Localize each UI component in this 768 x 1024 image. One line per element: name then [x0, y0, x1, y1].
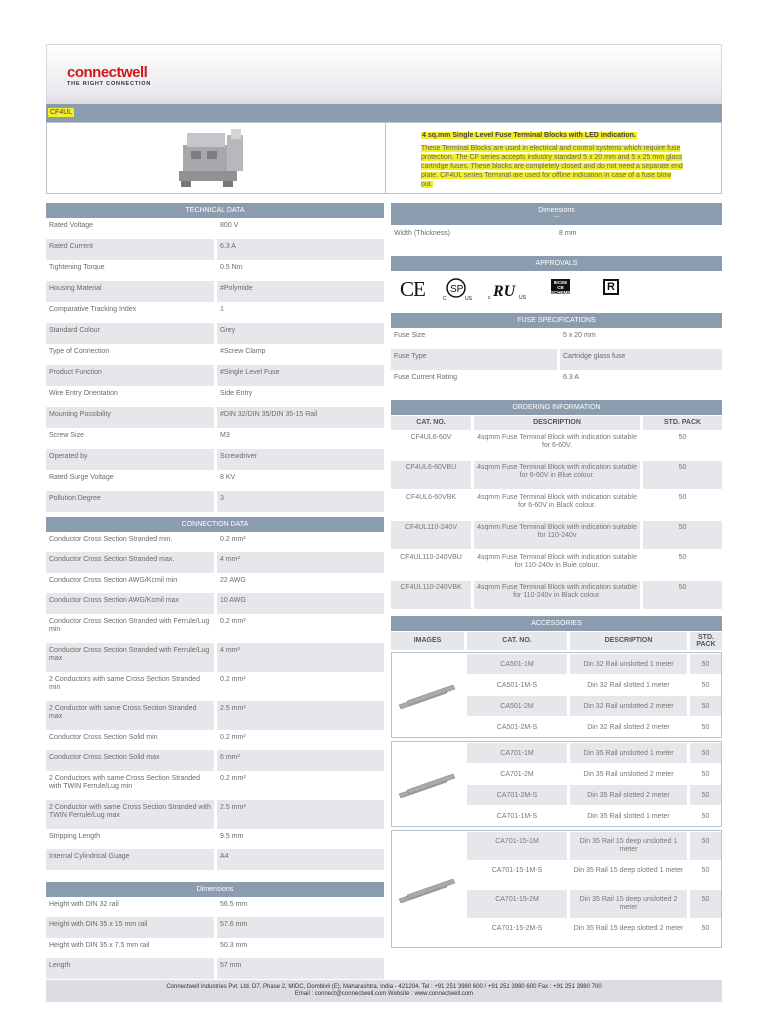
header: [46, 44, 722, 104]
ul-mark-icon: [488, 278, 528, 302]
spec-value: 1: [220, 306, 224, 313]
spec-label: Type of Connection: [49, 348, 110, 355]
spec-value: 0.2 mm²: [220, 775, 246, 782]
spec-label: Conductor Cross Section Solid min: [49, 734, 158, 741]
spec-value: 0.2 mm²: [220, 734, 246, 741]
spec-row: [46, 260, 384, 281]
ordering-description: 4sqmm Fuse Terminal Block with indication suitable for 6-60V.: [477, 434, 637, 449]
accessories-col-desc: DESCRIPTION: [570, 632, 687, 650]
din-rail-image: [395, 656, 461, 734]
fuse-row: [391, 349, 722, 370]
spec-value: 800 V: [220, 222, 239, 229]
spec-label: Conductor Cross Section Stranded min.: [49, 536, 173, 543]
spec-label: Operated by: [46, 449, 214, 470]
accessory-std-pack: 50: [690, 832, 721, 860]
spec-value: 22 AWG: [220, 577, 246, 584]
width-value: 8 mm: [559, 230, 577, 237]
product-code: CF4UL: [50, 109, 73, 116]
spec-row: [46, 365, 384, 386]
svg-text:RU: RU: [493, 283, 516, 300]
ordering-description: 4sqmm Fuse Terminal Block with indication suitable for 110-240v: [474, 521, 640, 549]
spec-label: Conductor Cross Section Solid max: [46, 750, 214, 771]
accessory-cat-no: CA701-15-1M-S: [491, 867, 543, 874]
spec-row: [46, 643, 384, 672]
ordering-description: 4sqmm Fuse Terminal Block with indication suitable for 110-240v in Buie colour.: [477, 554, 637, 569]
accessory-cat-no: CA701-1M-S: [496, 813, 538, 820]
accessory-std-pack: 50: [690, 696, 721, 716]
fuse-row: [391, 328, 722, 349]
spec-label: Tightening Torque: [49, 264, 105, 271]
ordering-std-pack: 50: [678, 554, 687, 561]
ordering-std-pack: 50: [643, 581, 722, 609]
accessory-std-pack: 50: [701, 724, 710, 731]
accessories-col-pack: STD. PACK: [690, 632, 722, 650]
ordering-cat-no: CF4UL6-60VBK: [405, 494, 457, 501]
spec-row: [46, 386, 384, 407]
svg-text:US: US: [519, 295, 526, 301]
accessory-std-pack: 50: [690, 654, 721, 674]
ordering-col-pack: STD. PACK: [643, 416, 722, 430]
lloyds-register-mark-icon: R: [603, 279, 619, 295]
svg-text:SP: SP: [450, 284, 464, 295]
accessory-cat-no: CA501-2M-S: [496, 724, 538, 731]
product-overview: [46, 122, 722, 194]
ordering-std-pack: 50: [643, 521, 722, 549]
width-row: [391, 226, 722, 247]
accessory-std-pack: 50: [701, 925, 710, 932]
accessory-description: Din 32 Rail unslotted 1 meter: [570, 654, 687, 674]
connection-data-heading: CONNECTION DATA: [46, 517, 384, 532]
accessories-heading: ACCESSORIES: [391, 616, 722, 631]
spec-row: [46, 897, 384, 917]
spec-row: [46, 771, 384, 800]
spec-row: [46, 593, 384, 614]
fuse-label: Fuse Size: [394, 332, 426, 339]
accessory-std-pack: 50: [690, 890, 721, 918]
spec-row: [46, 323, 384, 344]
spec-label: Height with DIN 35 x 15 mm rail: [46, 917, 214, 938]
spec-label: 2 Conductor with same Cross Section Stranded with TWIN Ferrule/Lug max: [46, 800, 214, 829]
spec-row: [46, 750, 384, 771]
fuse-value: 5 x 20 mm: [563, 332, 596, 339]
iecee-cb-mark-icon: IECEE CB SCHEME: [551, 280, 571, 295]
spec-value: 9.5 mm: [220, 833, 244, 840]
spec-row: [46, 938, 384, 958]
accessory-description: Din 32 Rail unslotted 2 meter: [570, 696, 687, 716]
svg-text:c: c: [488, 295, 491, 301]
width-label: Width (Thickness): [394, 230, 451, 237]
fuse-specifications-heading: FUSE SPECIFICATIONS: [391, 313, 722, 328]
spec-value: M3: [220, 432, 230, 439]
ordering-cat-no: CF4UL6-60V: [410, 434, 452, 441]
accessory-cat-no: CA701-15-2M-S: [491, 925, 543, 932]
spec-label: Mounting Possibility: [46, 407, 214, 428]
accessory-cat-no: CA501-1M: [467, 654, 567, 674]
spec-label: Conductor Cross Section Stranded with Ferrule/Lug min: [49, 618, 210, 633]
spec-label: Conductor Cross Section AWG/Kcmil min: [49, 577, 178, 584]
spec-value: 57.6 mm: [217, 917, 384, 938]
spec-row: [46, 428, 384, 449]
spec-row: [46, 573, 384, 593]
spec-label: Screw Size: [49, 432, 85, 439]
spec-value: 57 mm: [217, 958, 384, 979]
spec-value: 10 AWG: [217, 593, 384, 614]
footer-contact: Email : connect@connectwell.com Website : www.connectwell.com: [294, 991, 474, 997]
spec-value: 2.5 mm²: [217, 701, 384, 730]
spec-row: [46, 958, 384, 979]
datasheet-page: [46, 44, 722, 1002]
accessory-cat-no: CA701-1M: [467, 743, 567, 763]
accessory-description: Din 35 Rail 15 deep unslotted 2 meter: [570, 890, 687, 918]
ordering-cat-no: CF4UL6-60VBU: [391, 461, 471, 489]
fuse-value: 6.3 A: [563, 374, 579, 381]
spec-row: [46, 470, 384, 491]
spec-row: [46, 218, 384, 239]
spec-value: #Polymide: [217, 281, 384, 302]
ordering-std-pack: 50: [643, 461, 722, 489]
ordering-std-pack: 50: [678, 494, 687, 501]
spec-row: [46, 849, 384, 870]
product-description: These Terminal Blocks are used in electrical and control systems which require fuse protection. The CF series accepts industry standard 5 x 20 mm and 5 x 25 mm glass cartridge fuses. These blocks are completely closed and do not need a separate end plate. CF4UL series Terminal are used for offline indication in case of a fuse blow out.: [421, 145, 683, 188]
spec-label: Conductor Cross Section Stranded with Ferrule/Lug max: [46, 643, 214, 672]
fuse-row: [391, 370, 722, 391]
spec-row: [46, 730, 384, 750]
fuse-label: Fuse Current Rating: [394, 374, 458, 381]
ordering-col-cat: CAT. NO.: [391, 416, 471, 430]
spec-label: Housing Material: [46, 281, 214, 302]
spec-label: Rated Voltage: [49, 222, 93, 229]
spec-row: [46, 552, 384, 573]
approval-logos: [398, 276, 638, 302]
footer: [46, 980, 722, 1002]
ordering-cat-no: CF4UL110-240VBK: [391, 581, 471, 609]
spec-row: [46, 672, 384, 701]
spec-value: 0.2 mm²: [220, 676, 246, 683]
ordering-information-heading: ORDERING INFORMATION: [391, 400, 722, 415]
spec-label: Product Function: [46, 365, 214, 386]
svg-text:US: US: [465, 296, 472, 301]
spec-label: Rated Surge Voltage: [49, 474, 114, 481]
spec-row: [46, 239, 384, 260]
spec-label: Internal Cylindrical Guage: [46, 849, 214, 870]
fuse-label: Fuse Type: [391, 349, 557, 370]
spec-value: 3: [217, 491, 384, 512]
spec-row: [46, 917, 384, 938]
accessory-description: Din 35 Rail unslotted 1 meter: [570, 743, 687, 763]
accessory-description: Din 35 Rail 15 deep unslotted 1 meter: [570, 832, 687, 860]
dimensions-heading-left: Dimensions: [46, 882, 384, 897]
spec-value: 6 mm²: [217, 750, 384, 771]
terminal-block-image: [177, 127, 257, 189]
accessory-cat-no: CA701-2M: [500, 771, 534, 778]
spec-row: [46, 491, 384, 512]
accessories-col-cat: CAT. NO.: [467, 632, 567, 650]
accessory-description: Din 35 Rail slotted 1 meter: [587, 813, 670, 820]
ordering-description: 4sqmm Fuse Terminal Block with indication suitable for 110-240v in Black colour.: [474, 581, 640, 609]
accessory-description: Din 35 Rail unslotted 2 meter: [583, 771, 674, 778]
product-description-box: [386, 122, 722, 194]
spec-label: Comparative Tracking Index: [49, 306, 137, 313]
spec-value: 0.2 mm²: [220, 536, 246, 543]
accessory-group: [391, 652, 722, 738]
spec-label: 2 Conductor with same Cross Section Stranded max: [46, 701, 214, 730]
spec-value: 6.3 A: [217, 239, 384, 260]
ce-mark-icon: CE: [400, 277, 425, 301]
fuse-value: Cartridge glass fuse: [560, 349, 722, 370]
spec-row: [46, 701, 384, 730]
accessory-std-pack: 50: [701, 867, 710, 874]
spec-label: Stripping Length: [49, 833, 100, 840]
accessory-description: Din 35 Rail 15 deep slotted 2 meter: [573, 925, 684, 932]
brand-logo: [67, 65, 151, 87]
spec-label: Wire Entry Orientation: [49, 390, 118, 397]
spec-value: Side Entry: [220, 390, 253, 397]
brand-tagline: THE RIGHT CONNECTION: [67, 81, 152, 87]
spec-value: 56.5 mm: [220, 901, 248, 908]
ordering-std-pack: 50: [678, 434, 687, 441]
spec-label: Standard Colour: [46, 323, 214, 344]
spec-row: [46, 302, 384, 323]
svg-text:C: C: [443, 296, 447, 301]
ordering-col-desc: DESCRIPTION: [474, 416, 640, 430]
dimensions-heading-right: [391, 203, 722, 225]
spec-value: 0.5 Nm: [220, 264, 243, 271]
accessory-cat-no: CA701-15-2M: [467, 890, 567, 918]
accessory-std-pack: 50: [701, 771, 710, 778]
accessory-group: [391, 830, 722, 948]
accessory-description: Din 35 Rail 15 deep slotted 1 meter: [573, 867, 684, 874]
spec-value: 4 mm²: [217, 643, 384, 672]
brand-name: connectwell: [67, 64, 148, 81]
accessory-description: Din 32 Rail slotted 1 meter: [587, 682, 670, 689]
din-rail-image: [395, 745, 461, 823]
din-rail-image: [395, 834, 461, 944]
spec-label: Height with DIN 32 rail: [49, 901, 119, 908]
accessory-description: Din 35 Rail slotted 2 meter: [570, 785, 687, 805]
spec-row: [46, 281, 384, 302]
ordering-description: 4sqmm Fuse Terminal Block with indication suitable for 6-60V in Blue colour.: [474, 461, 640, 489]
spec-row: [46, 449, 384, 470]
accessories-col-images: IMAGES: [391, 632, 464, 650]
spec-value: #DIN 32/DIN 35/DIN 35-15 Rail: [217, 407, 384, 428]
spec-value: 4 mm²: [217, 552, 384, 573]
product-title: 4 sq.mm Single Level Fuse Terminal Blocks with LED indication.: [422, 132, 636, 139]
spec-label: Height with DIN 35 x 7.5 mm rail: [49, 942, 150, 949]
spec-value: Grey: [217, 323, 384, 344]
spec-value: A4: [217, 849, 384, 870]
ordering-cat-no: CF4UL110-240VBU: [400, 554, 462, 561]
accessory-std-pack: 50: [690, 785, 721, 805]
ordering-cat-no: CF4UL110-240V: [391, 521, 471, 549]
spec-label: 2 Conductors with same Cross Section Stranded min: [49, 676, 200, 691]
accessory-std-pack: 50: [690, 743, 721, 763]
dimensions-title: Dimensions: [538, 207, 575, 214]
spec-value: 50.3 mm: [220, 942, 248, 949]
spec-label: 2 Conductors with same Cross Section Stranded with TWIN Ferrule/Lug min: [49, 775, 200, 790]
accessory-cat-no: CA501-1M-S: [496, 682, 538, 689]
product-code-bar: [46, 104, 722, 122]
spec-label: Pollution Degree: [46, 491, 214, 512]
accessory-std-pack: 50: [701, 682, 710, 689]
ordering-description: 4sqmm Fuse Terminal Block with indication suitable for 6-60V in Black colour.: [477, 494, 637, 509]
spec-value: 8 KV: [220, 474, 236, 481]
accessory-cat-no: CA701-15-1M: [467, 832, 567, 860]
spec-row: [46, 829, 384, 849]
spec-value: 0.2 mm²: [220, 618, 246, 625]
spec-label: Length: [46, 958, 214, 979]
spec-label: Conductor Cross Section Stranded max.: [46, 552, 214, 573]
spec-row: [46, 344, 384, 365]
accessory-std-pack: 50: [701, 813, 710, 820]
accessory-cat-no: CA701-2M-S: [467, 785, 567, 805]
accessory-group: [391, 741, 722, 827]
spec-label: Rated Current: [46, 239, 214, 260]
spec-value: Screwdriver: [217, 449, 384, 470]
dimensions-sub: ----: [553, 214, 560, 220]
product-image-box: [46, 122, 386, 194]
spec-row: [46, 532, 384, 552]
csa-mark-icon: [442, 277, 476, 301]
approvals-heading: APPROVALS: [391, 256, 722, 271]
spec-label: Conductor Cross Section AWG/Kcmil max: [46, 593, 214, 614]
accessory-cat-no: CA501-2M: [467, 696, 567, 716]
footer-address: Connectwell Industries Pvt. Ltd. D7, Phase 2, MIDC, Dombivli (E), Maharashtra, India - 421204. Tel : +91 251 3980 600 / +91 251 3980 600 Fax : +91 251 3980 700: [166, 984, 602, 990]
spec-row: [46, 800, 384, 829]
spec-row: [46, 407, 384, 428]
accessory-description: Din 32 Rail slotted 2 meter: [587, 724, 670, 731]
spec-row: [46, 614, 384, 643]
spec-value: #Screw Clamp: [220, 348, 266, 355]
spec-value: #Single Level Fuse: [217, 365, 384, 386]
technical-data-heading: TECHNICAL DATA: [46, 203, 384, 218]
spec-value: 2.5 mm²: [217, 800, 384, 829]
